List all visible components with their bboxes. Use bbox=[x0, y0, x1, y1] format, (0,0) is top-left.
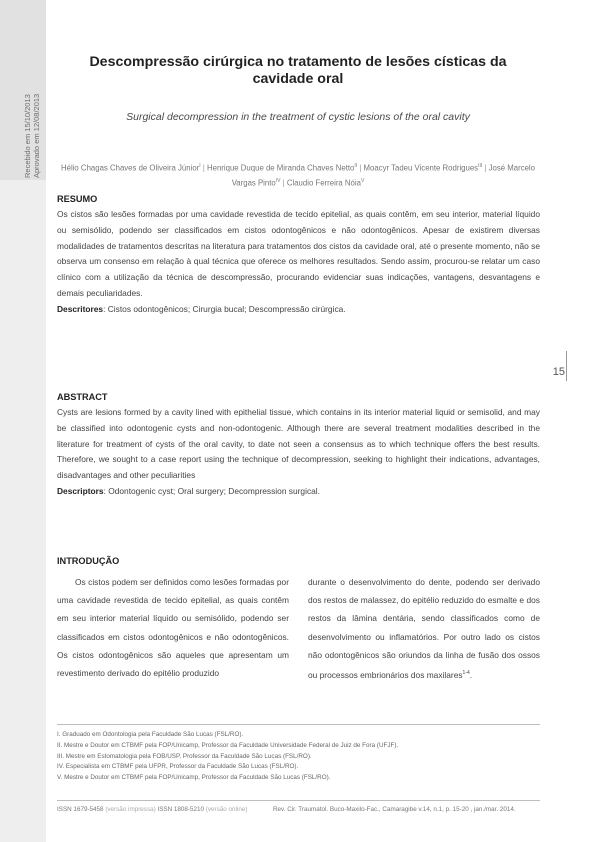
author-name: Claudio Ferreira Nóia bbox=[286, 178, 361, 188]
footnote: I. Graduado em Odontologia pela Faculdade São Lucas (FSL/RO). bbox=[57, 731, 244, 738]
issn-print: ISSN 1679-5458 bbox=[57, 806, 104, 813]
footnote: V. Mestre e Doutor em CTBMF pela FOP/Unicamp, Professor da Faculdade São Lucas (FSL/RO). bbox=[57, 774, 331, 782]
keywords-text: : Odontogenic cyst; Oral surgery; Decompression surgical. bbox=[103, 485, 320, 496]
resumo-heading: RESUMO bbox=[57, 194, 98, 204]
resumo-section bbox=[57, 194, 540, 316]
issn-print-note: (versão impressa) bbox=[105, 806, 156, 813]
author-name: Moacyr Tadeu Vicente Rodrigues bbox=[363, 163, 479, 173]
footnotes bbox=[57, 730, 398, 784]
footnote: III. Mestre em Estomatologia pela FOB/USP, Professor da Faculdade São Lucas (FSL/RO). bbox=[57, 752, 312, 760]
intro-right-text: durante o desenvolvimento do dente, podendo ser derivado dos restos de malassez, do epitélio reduzido do esmalte e dos restos da lâmina dentária, sendo classificados como de desenvolvimento ou inflamatórios. Por outro lado os cistos não odontogênicos são oriundos da linha de fusão dos ossos ou processos embrionários dos maxilares bbox=[308, 577, 540, 680]
intro-right-column: durante o desenvolvimento do dente, podendo ser derivado dos restos de malassez, do epitélio reduzido do esmalte e dos restos da lâmina dentária, sendo classificados como de desenvolvimento ou inflamatórios. Por outro lado os cistos não odontogênicos são oriundos da linha de fusão dos ossos ou processos embrionários dos maxilares$^{1-4}$. bbox=[308, 577, 540, 680]
author-name: Henrique Duque de Miranda Chaves Netto bbox=[207, 163, 355, 173]
resumo-keywords bbox=[57, 302, 540, 316]
author-list: Hélio Chagas Chaves de Oliveira Júnior$^I$ | Henrique Duque de Miranda Chaves Netto$^{II}$ | Moacyr Tadeu Vicente Rodrigues$^{III}$ | José Marcelo Vargas Pinto$^{IV}$ | Claudio Ferreira Nóia$^V$ bbox=[61, 163, 535, 188]
resumo-text: Os cistos são lesões formadas por uma cavidade revestida de tecido epitelial, as quais contêm, em seu interior, material líquido ou semisólido, podendo ser classificados em cistos odontogênicos e não odontogênicos. Apesar de existirem diversas modalidades de tratamentos descritas na literatura para tratamentos dos cistos da cavidade oral, até o presente momento, não se observa um consenso em relação à qual técnica que oferece os melhores resultados. Sendo assim, procurou-se relatar um caso clínico com a utilização da técnica de descompressão, procurando evidenciar suas indicações, vantagens, desvantagens e demais peculiaridades. bbox=[57, 209, 540, 298]
intro-heading: INTRODUÇÃO bbox=[57, 556, 120, 566]
keywords-label: Descritores bbox=[57, 303, 104, 314]
author-mark: III bbox=[478, 163, 483, 169]
article-title: Descompressão cirúrgica no tratamento de lesões císticas da cavidade oral bbox=[89, 54, 507, 87]
footnote-divider bbox=[57, 724, 540, 725]
author-name: Hélio Chagas Chaves de Oliveira Júnior bbox=[61, 163, 200, 173]
abstract-text: Cysts are lesions formed by a cavity lined with epithelial tissue, which contains in its interior material liquid or semisolid, and may be classified into odontogenic cysts and non-odontogenic. Although there are several treatment modalities described in the literature for treatment of cysts of the oral cavity, to date not seen a consensus as to which technique offers the best results. Therefore, we sought to a case report using the technique of decompression, seeking to highlight their indications, advantages, disadvantages and other peculiarities bbox=[57, 407, 540, 481]
author-name: José Marcelo Vargas Pinto bbox=[231, 163, 535, 188]
abstract-section bbox=[57, 392, 540, 498]
issn-online-note: (versão online) bbox=[205, 806, 248, 813]
keywords-label: Descriptors bbox=[57, 485, 104, 496]
approved-date: Aprovado em 12/08/2013 bbox=[32, 93, 41, 178]
author-mark: IV bbox=[275, 177, 281, 184]
author-mark: I bbox=[199, 163, 201, 169]
received-date: Recebido em 15/10/2013 bbox=[23, 94, 32, 178]
submission-dates bbox=[23, 94, 41, 178]
issn-online: ISSN 1808-5210 bbox=[157, 806, 205, 813]
page-number-rule bbox=[566, 351, 567, 381]
author-mark: II bbox=[354, 163, 358, 169]
keywords-text: : Cistos odontogênicos; Cirurgia bucal; Descompressão cirúrgica. bbox=[103, 303, 346, 314]
intro-left-column: Os cistos podem ser definidos como lesões formadas por uma cavidade revestida de tecido epitelial, as quais contêm em seu interior material líquido ou semisólido, podendo ser classificados em cistos odontogênicos e não odontogênicos. Os cistos odontogênicos são aqueles que apresentam um revestimento derivado do epitélio produzido bbox=[57, 577, 289, 679]
abstract-heading: ABSTRACT bbox=[57, 392, 108, 402]
footnote: II. Mestre e Doutor em CTBMF pela FOP/Unicamp, Professor da Faculdade Universidade Federal de Juiz de Fora (UFJF). bbox=[57, 741, 399, 749]
author-mark: V bbox=[360, 177, 365, 184]
abstract-keywords bbox=[57, 484, 540, 498]
page-footer bbox=[57, 806, 516, 813]
footnote: IV. Especialista em CTBMF pela UFPR, Professor da Faculdade São Lucas (FSL/RO). bbox=[57, 763, 299, 771]
footer-divider bbox=[57, 800, 540, 801]
intro-section bbox=[57, 556, 540, 569]
article-subtitle: Surgical decompression in the treatment of cystic lesions of the oral cavity bbox=[126, 111, 470, 123]
journal-citation: Rev. Cir. Traumatol. Buco-Maxilo-Fac., Camaragibe v.14, n.1, p. 15-20 , jan./mar. 2014. bbox=[273, 806, 516, 813]
citation-ref: 1-4 bbox=[462, 670, 470, 677]
page-number: 15 bbox=[552, 366, 565, 378]
